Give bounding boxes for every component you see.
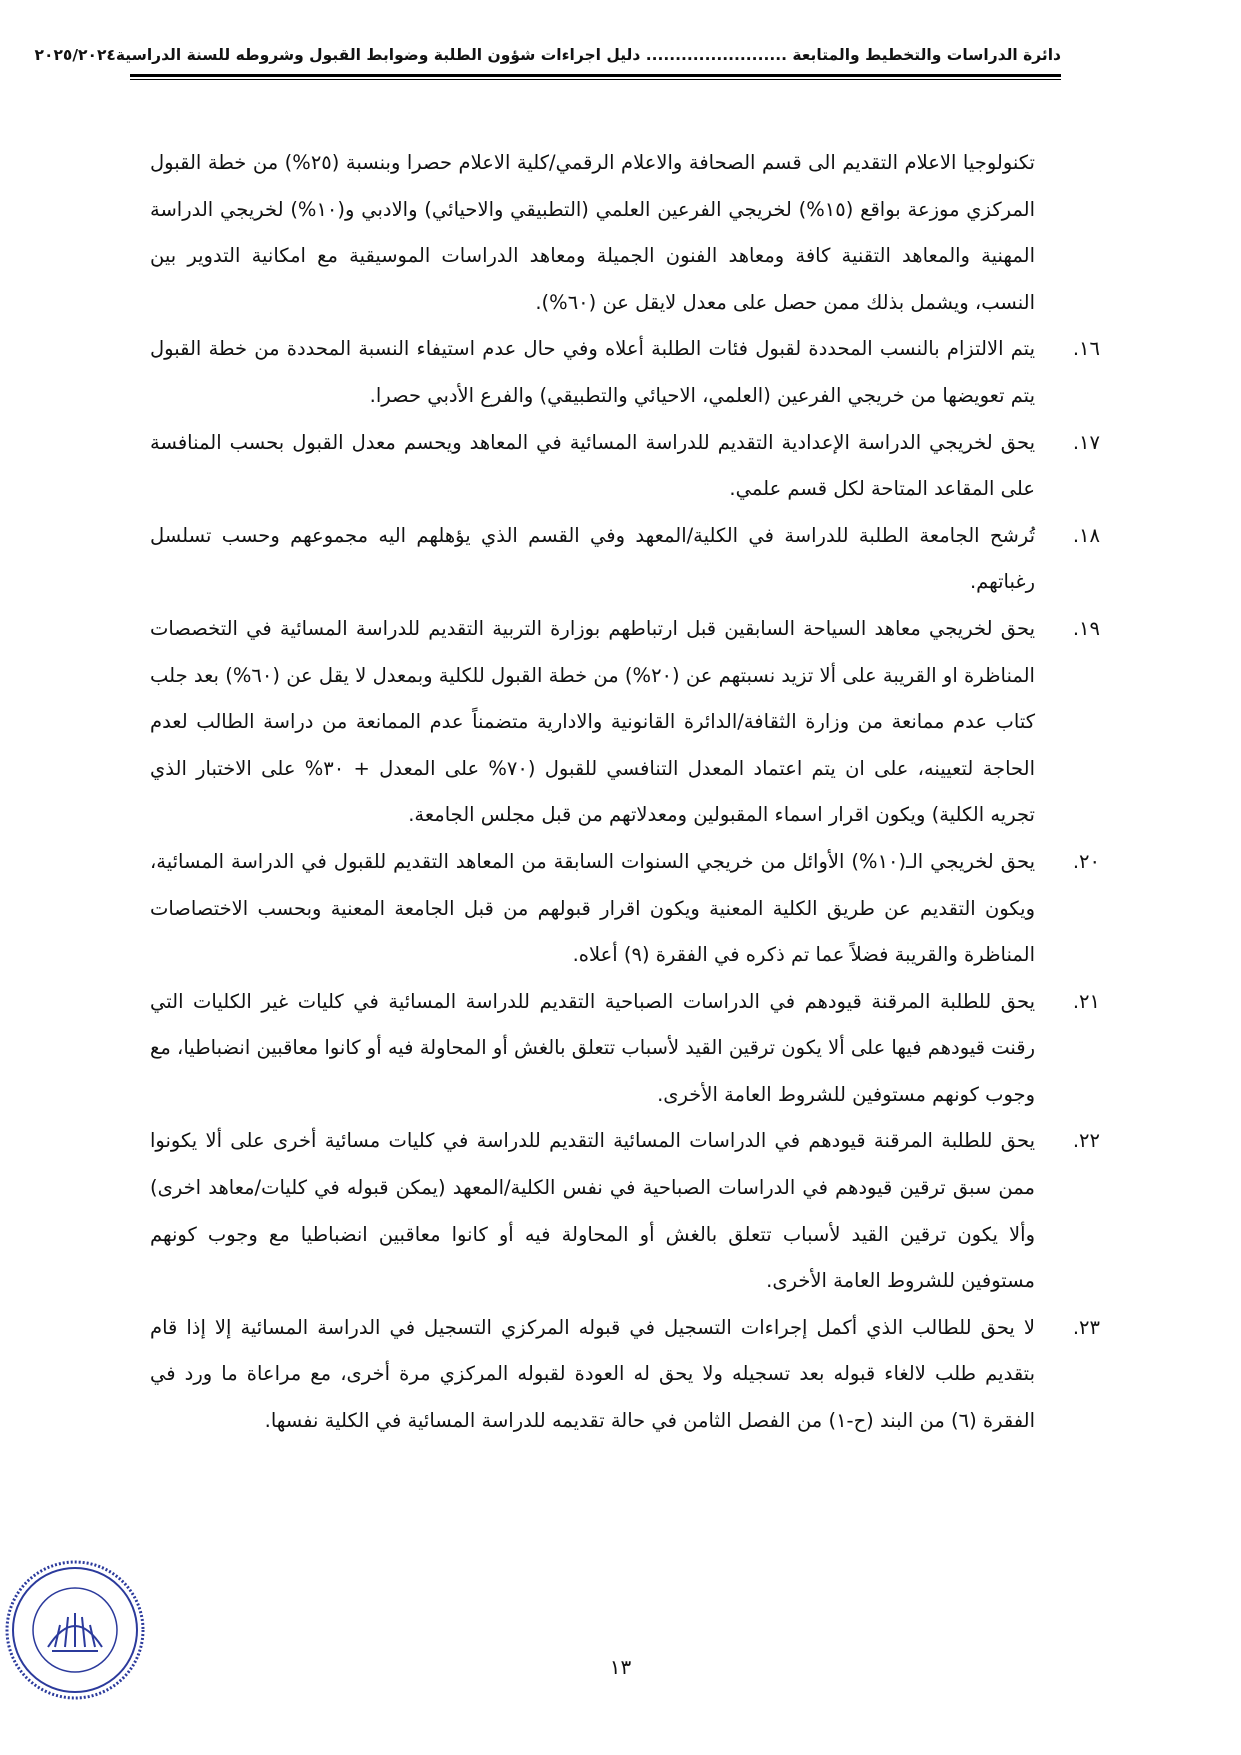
header-year: ٢٠٢٥/٢٠٢٤	[34, 46, 116, 64]
item-number: ١٦.	[1072, 337, 1100, 361]
page-number: ١٣	[609, 1655, 632, 1679]
list-item-20	[150, 839, 1100, 979]
item-number: ١٧.	[1072, 430, 1100, 454]
item-text: يحق للطلبة المرقنة قيودهم في الدراسات المسائية التقديم للدراسة في كليات مسائية أخرى على ألا يكونوا ممن سبق ترقين قيودهم في الدراسات الصباحية في نفس الكلية/المعهد (يمكن قبوله في كليات/معاهد اخرى) وألا يكون ترقين القيد لأسباب تتعلق بالغش أو المحاولة فيه أو كانوا معاقبين انضباطيا مع وجوب كونهم مستوفين للشروط العامة الأخرى.	[150, 1129, 1035, 1293]
item-number: ٢٠.	[1072, 849, 1100, 873]
item-text: يحق للطلبة المرقنة قيودهم في الدراسات الصباحية التقديم للدراسة المسائية في كليات غير الكليات التي رقنت قيودهم فيها على ألا يكون ترقين القيد لأسباب تتعلق بالغش أو المحاولة فيه أو كانوا معاقبين انضباطيا، مع وجوب كونهم مستوفين للشروط العامة الأخرى.	[150, 989, 1035, 1106]
intro-paragraph: تكنولوجيا الاعلام التقديم الى قسم الصحافة والاعلام الرقمي/كلية الاعلام حصرا وبنسبة (٢٥%) من خطة القبول المركزي موزعة بواقع (١٥%) لخريجي الفرعين العلمي (التطبيقي والاحيائي) والادبي و(١٠%) لخريجي الدراسة المهنية والمعاهد التقنية كافة ومعاهد الفنون الجميلة ومعاهد الدراسات الموسيقية مع امكانية التدوير بين النسب، ويشمل بذلك ممن حصل على معدل لايقل عن (٦٠%).	[150, 151, 1035, 314]
document-body	[150, 140, 1100, 1445]
header-divider	[130, 79, 1061, 80]
item-text: لا يحق للطالب الذي أكمل إجراءات التسجيل في قبوله المركزي التسجيل في الدراسة المسائية إلا إذا قام بتقديم طلب لالغاء قبوله بعد تسجيله ولا يحق له العودة لقبوله المركزي مرة أخرى، مع مراعاة ما ورد في الفقرة (٦) من البند (ح-١) من الفصل الثامن في حالة تقديمه للدراسة المسائية في الكلية نفسها.	[150, 1315, 1035, 1433]
item-text: يحق لخريجي معاهد السياحة السابقين قبل ارتباطهم بوزارة التربية التقديم للدراسة المسائية في التخصصات المناظرة او القريبة على ألا تزيد نسبتهم عن (٢٠%) من خطة القبول للكلية وبمعدل لا يقل عن (٦٠%) بعد جلب كتاب عدم ممانعة من وزارة الثقافة/الدائرة القانونية والادارية متضمناً عدم الممانعة من دراسة الطالب لعدم الحاجة لتعيينه، على ان يتم اعتماد المعدل التنافسي للقبول (٧٠% على المعدل + ٣٠% على الاختبار الذي تجريه الكلية) ويكون اقرار اسماء المقبولين ومعدلاتهم من قبل مجلس الجامعة.	[150, 616, 1035, 827]
item-number: ٢٢.	[1072, 1129, 1100, 1153]
list-item-16	[150, 326, 1100, 419]
item-number: ١٩.	[1072, 616, 1100, 640]
item-text: يتم الالتزام بالنسب المحددة لقبول فئات الطلبة أعلاه وفي حال عدم استيفاء النسبة المحددة من خطة القبول يتم تعويضها من خريجي الفرعين (العلمي، الاحيائي والتطبيقي) والفرع الأدبي حصرا.	[150, 337, 1035, 407]
item-text: تُرشح الجامعة الطلبة للدراسة في الكلية/المعهد وفي القسم الذي يؤهلهم اليه مجموعهم وحسب تسلسل رغباتهم.	[150, 523, 1035, 594]
list-item-19	[150, 606, 1100, 839]
list-item-21	[150, 979, 1100, 1119]
list-item-23	[150, 1305, 1100, 1445]
header-title: دائرة الدراسات والتخطيط والمتابعة ........................ دليل اجراءات شؤون الطلبة وضوابط القبول وشروطه للسنة الدراسية	[115, 46, 1061, 64]
list-item-17	[150, 420, 1100, 513]
item-number: ٢٣.	[1072, 1315, 1100, 1339]
item-text: يحق لخريجي الدراسة الإعدادية التقديم للدراسة المسائية في المعاهد ويحسم معدل القبول بحسب المنافسة على المقاعد المتاحة لكل قسم علمي.	[150, 430, 1035, 501]
list-item-18	[150, 513, 1100, 606]
item-text: يحق لخريجي الـ(١٠%) الأوائل من خريجي السنوات السابقة من المعاهد التقديم للقبول في الدراسة المسائية، ويكون التقديم عن طريق الكلية المعنية ويكون اقرار قبولهم من قبل الجامعة المعنية وبحسب الاختصاصات المناظرة والقريبة فضلاً عما تم ذكره في الفقرة (٩) أعلاه.	[150, 849, 1035, 967]
page-header	[34, 40, 1061, 77]
official-seal-icon	[0, 1555, 150, 1705]
item-number: ٢١.	[1072, 989, 1100, 1013]
list-item-22	[150, 1118, 1100, 1304]
item-number: ١٨.	[1072, 523, 1100, 547]
